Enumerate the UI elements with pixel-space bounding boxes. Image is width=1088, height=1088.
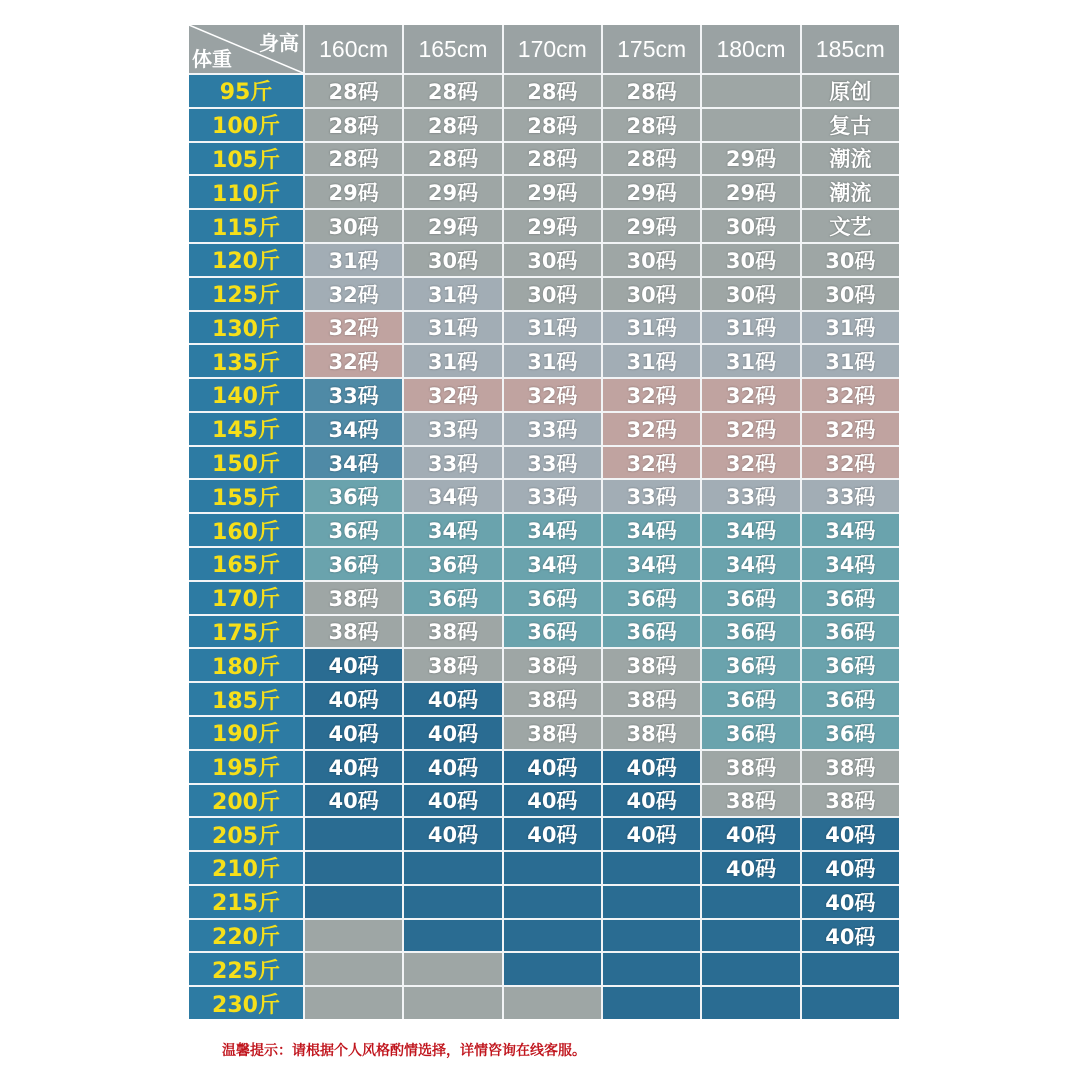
size-cell: 33码 [404,413,501,445]
size-cell: 28码 [305,143,402,175]
size-cell: 40码 [603,818,700,850]
size-cell: 28码 [305,109,402,141]
size-cell [504,953,601,985]
size-cell: 40码 [702,852,799,884]
size-cell: 40码 [603,751,700,783]
size-cell: 29码 [504,210,601,242]
size-cell: 40码 [305,751,402,783]
size-cell: 28码 [603,75,700,107]
size-cell: 28码 [603,143,700,175]
size-cell: 原创 [802,75,899,107]
size-cell: 34码 [404,480,501,512]
size-cell: 38码 [702,785,799,817]
size-cell: 28码 [305,75,402,107]
size-cell [305,953,402,985]
size-cell [603,987,700,1019]
size-cell: 30码 [603,278,700,310]
size-cell: 30码 [702,210,799,242]
size-cell: 33码 [802,480,899,512]
weight-label: 140斤 [189,379,303,411]
size-cell: 40码 [802,920,899,952]
size-cell: 38码 [603,683,700,715]
size-cell [603,852,700,884]
size-cell: 30码 [504,244,601,276]
size-cell: 29码 [404,176,501,208]
weight-label: 225斤 [189,953,303,985]
size-cell: 32码 [603,447,700,479]
size-cell: 38码 [603,649,700,681]
weight-label: 100斤 [189,109,303,141]
size-cell [603,886,700,918]
weight-label: 115斤 [189,210,303,242]
size-cell: 40码 [305,683,402,715]
size-cell: 30码 [404,244,501,276]
size-cell: 36码 [305,548,402,580]
size-cell: 33码 [504,447,601,479]
size-cell: 36码 [702,649,799,681]
size-cell: 29码 [603,176,700,208]
size-cell: 30码 [603,244,700,276]
weight-label: 195斤 [189,751,303,783]
weight-label: 150斤 [189,447,303,479]
size-cell: 29码 [504,176,601,208]
size-cell: 38码 [404,649,501,681]
size-cell: 29码 [702,143,799,175]
weight-label: 180斤 [189,649,303,681]
size-cell: 31码 [305,244,402,276]
size-cell: 32码 [404,379,501,411]
size-cell: 33码 [702,480,799,512]
size-cell [504,886,601,918]
size-cell: 38码 [305,582,402,614]
weight-label: 135斤 [189,345,303,377]
size-cell [702,886,799,918]
size-cell: 30码 [504,278,601,310]
size-cell: 34码 [305,413,402,445]
size-cell: 28码 [404,143,501,175]
size-cell [305,852,402,884]
size-cell: 40码 [404,785,501,817]
size-cell: 28码 [404,75,501,107]
weight-label: 215斤 [189,886,303,918]
size-cell: 31码 [603,345,700,377]
size-cell [305,920,402,952]
size-cell: 31码 [404,278,501,310]
size-cell: 33码 [404,447,501,479]
weight-label: 145斤 [189,413,303,445]
weight-label: 210斤 [189,852,303,884]
size-cell: 36码 [504,582,601,614]
size-cell: 28码 [603,109,700,141]
size-cell: 36码 [702,717,799,749]
size-cell [702,109,799,141]
size-cell [702,920,799,952]
size-cell: 33码 [305,379,402,411]
size-cell: 36码 [702,616,799,648]
size-cell: 34码 [404,514,501,546]
size-cell: 40码 [404,818,501,850]
size-cell: 33码 [603,480,700,512]
weight-axis-label: 体重 [192,47,232,71]
height-header: 180cm [702,25,799,73]
height-header: 170cm [504,25,601,73]
size-cell: 36码 [802,649,899,681]
size-cell [702,75,799,107]
size-cell [404,953,501,985]
size-cell: 32码 [702,447,799,479]
size-cell: 30码 [702,244,799,276]
size-cell: 潮流 [802,143,899,175]
size-cell: 复古 [802,109,899,141]
weight-label: 185斤 [189,683,303,715]
size-cell: 38码 [603,717,700,749]
size-cell: 36码 [802,582,899,614]
size-cell: 32码 [702,413,799,445]
header-corner [189,25,303,73]
size-cell [305,818,402,850]
size-cell: 40码 [404,751,501,783]
size-cell: 36码 [802,717,899,749]
size-cell: 32码 [305,278,402,310]
size-cell [305,987,402,1019]
weight-label: 125斤 [189,278,303,310]
size-cell: 30码 [802,278,899,310]
size-cell: 36码 [702,683,799,715]
size-cell: 31码 [404,312,501,344]
height-header: 165cm [404,25,501,73]
size-cell: 38码 [504,717,601,749]
size-cell: 36码 [802,616,899,648]
size-cell [702,953,799,985]
weight-label: 105斤 [189,143,303,175]
weight-label: 220斤 [189,920,303,952]
size-cell: 36码 [603,582,700,614]
size-cell: 36码 [305,480,402,512]
size-cell: 40码 [504,751,601,783]
size-cell: 34码 [802,548,899,580]
size-cell: 36码 [603,616,700,648]
size-cell [404,987,501,1019]
weight-label: 95斤 [189,75,303,107]
size-cell: 38码 [702,751,799,783]
size-cell: 32码 [603,413,700,445]
size-cell: 34码 [702,514,799,546]
size-cell [603,953,700,985]
size-cell: 29码 [404,210,501,242]
size-cell: 40码 [305,717,402,749]
size-cell: 40码 [305,785,402,817]
size-cell: 潮流 [802,176,899,208]
height-header: 175cm [603,25,700,73]
weight-label: 120斤 [189,244,303,276]
size-cell: 31码 [504,312,601,344]
size-cell: 38码 [404,616,501,648]
size-cell: 31码 [404,345,501,377]
size-cell: 36码 [504,616,601,648]
size-cell [404,886,501,918]
size-cell: 31码 [504,345,601,377]
size-cell: 32码 [802,413,899,445]
size-cell: 31码 [702,345,799,377]
size-cell: 34码 [504,514,601,546]
weight-label: 230斤 [189,987,303,1019]
weight-label: 190斤 [189,717,303,749]
size-cell: 31码 [702,312,799,344]
size-cell: 31码 [802,345,899,377]
size-cell: 29码 [305,176,402,208]
size-cell [504,852,601,884]
size-cell: 40码 [603,785,700,817]
size-cell: 28码 [504,143,601,175]
size-cell: 40码 [802,886,899,918]
height-axis-label: 身高 [259,31,299,55]
size-cell: 38码 [802,785,899,817]
size-cell [504,987,601,1019]
size-cell: 40码 [404,717,501,749]
size-cell: 33码 [504,413,601,445]
size-cell: 38码 [504,649,601,681]
size-cell: 38码 [504,683,601,715]
weight-label: 205斤 [189,818,303,850]
size-cell: 32码 [603,379,700,411]
size-cell: 32码 [305,312,402,344]
size-cell [603,920,700,952]
size-cell: 28码 [504,109,601,141]
size-cell [404,920,501,952]
size-cell: 32码 [802,379,899,411]
size-cell: 38码 [802,751,899,783]
size-cell: 29码 [702,176,799,208]
size-cell: 40码 [702,818,799,850]
size-cell: 32码 [802,447,899,479]
size-cell [802,987,899,1019]
size-cell [404,852,501,884]
size-cell: 40码 [504,785,601,817]
size-cell: 36码 [404,582,501,614]
size-cell: 30码 [305,210,402,242]
size-cell [504,920,601,952]
size-cell: 28码 [404,109,501,141]
size-cell: 40码 [802,818,899,850]
size-cell: 29码 [603,210,700,242]
size-cell: 36码 [802,683,899,715]
size-cell: 34码 [305,447,402,479]
size-chart-table [189,25,899,1019]
weight-label: 200斤 [189,785,303,817]
size-cell: 34码 [603,514,700,546]
size-cell: 40码 [504,818,601,850]
weight-label: 110斤 [189,176,303,208]
weight-label: 165斤 [189,548,303,580]
size-cell: 34码 [802,514,899,546]
weight-label: 170斤 [189,582,303,614]
weight-label: 130斤 [189,312,303,344]
size-cell: 30码 [802,244,899,276]
size-cell: 38码 [305,616,402,648]
size-cell: 32码 [702,379,799,411]
size-cell: 40码 [802,852,899,884]
size-cell: 36码 [305,514,402,546]
size-cell: 40码 [404,683,501,715]
size-cell: 36码 [702,582,799,614]
weight-label: 175斤 [189,616,303,648]
size-cell: 文艺 [802,210,899,242]
size-cell: 28码 [504,75,601,107]
footer-tip: 温馨提示：请根据个人风格酌情选择，详情咨询在线客服。 [222,1043,586,1059]
weight-label: 160斤 [189,514,303,546]
size-cell: 30码 [702,278,799,310]
size-cell [702,987,799,1019]
height-header: 160cm [305,25,402,73]
size-cell: 40码 [305,649,402,681]
size-cell: 31码 [802,312,899,344]
size-cell: 34码 [504,548,601,580]
size-cell [305,886,402,918]
size-cell [802,953,899,985]
size-cell: 32码 [504,379,601,411]
size-cell: 34码 [603,548,700,580]
size-cell: 31码 [603,312,700,344]
size-cell: 36码 [404,548,501,580]
height-header: 185cm [802,25,899,73]
size-cell: 33码 [504,480,601,512]
size-cell: 34码 [702,548,799,580]
size-cell: 32码 [305,345,402,377]
weight-label: 155斤 [189,480,303,512]
